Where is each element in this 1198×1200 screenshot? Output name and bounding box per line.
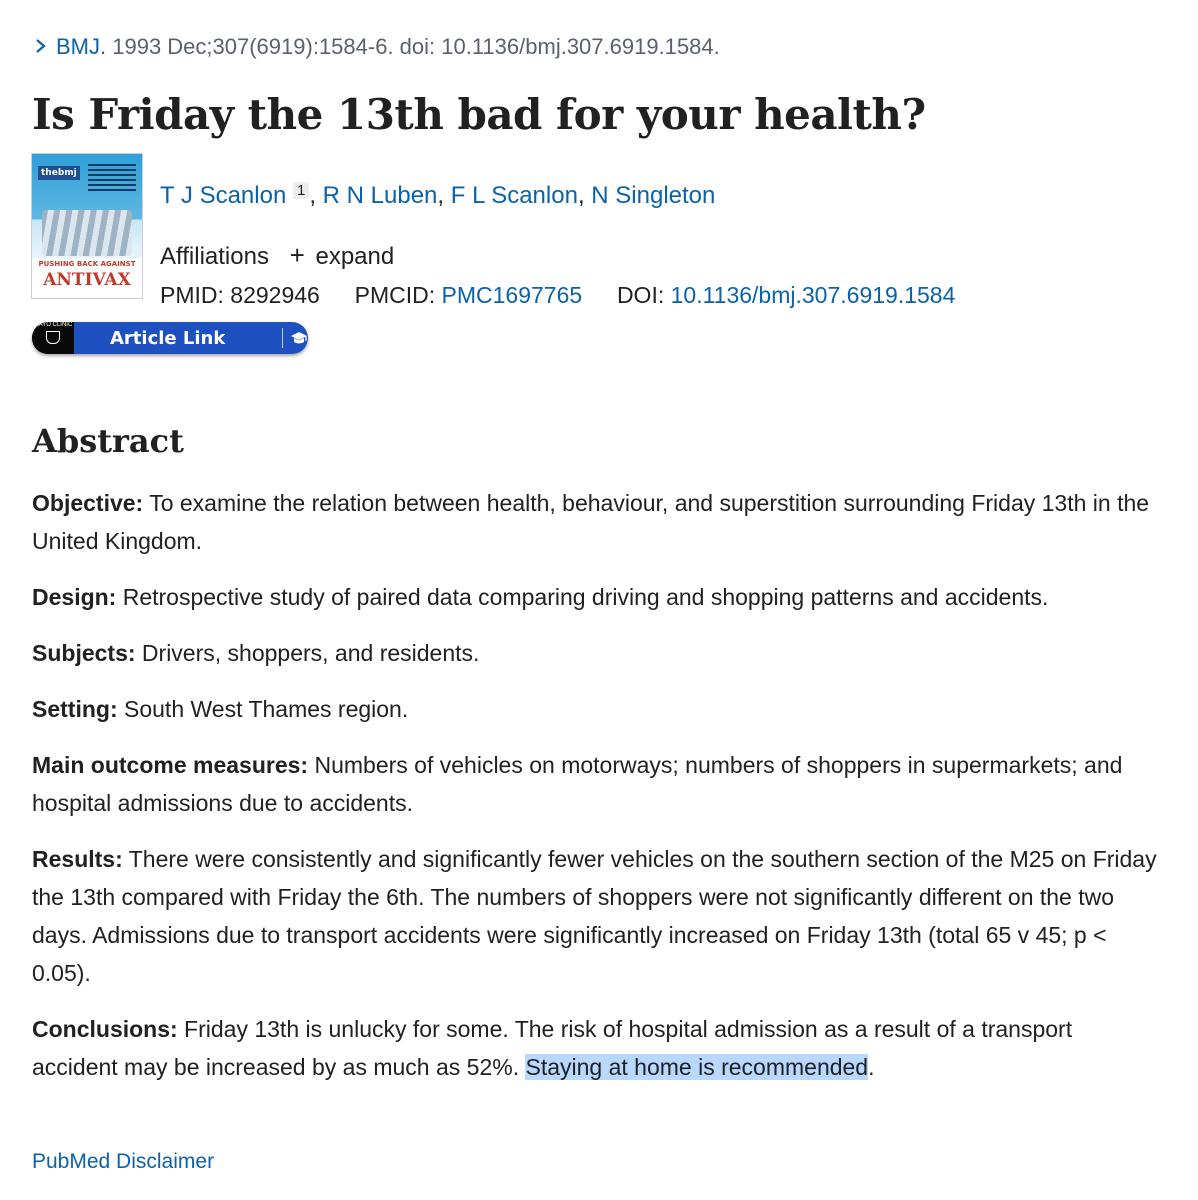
pmid-value: 8292946 [230, 282, 320, 308]
cover-headline-small: PUSHING BACK AGAINST [38, 260, 136, 268]
author-list: T J Scanlon $^1$ , R N Luben, F L Scanlon, N Singleton [160, 182, 716, 209]
doi-link[interactable]: 10.1136/bmj.307.6919.1584 [670, 282, 956, 308]
cover-headline-large: ANTIVAX [43, 270, 131, 290]
abstract-section-conclusions: Conclusions: Friday 13th is unlucky for some. The risk of hospital admission as a result of a transport accident may be increased by as much as 52%. Staying at home is recommended. [32, 1016, 1073, 1080]
pubmed-disclaimer-link[interactable]: PubMed Disclaimer [32, 1150, 215, 1173]
abstract-section-setting: Setting: South West Thames region. [32, 696, 409, 722]
abstract-section-design: Design: Retrospective study of paired data comparing driving and shopping patterns and accidents. [32, 584, 1049, 610]
article-link-button[interactable] [32, 322, 308, 354]
pmcid-label: PMCID: [354, 282, 436, 308]
selected-text-highlight[interactable]: Staying at home is recommended [525, 1054, 869, 1080]
citation-details: 1993 Dec;307(6919):1584-6. doi: 10.1136/bmj.307.6919.1584. [106, 34, 720, 59]
author-link[interactable]: N Singleton [591, 182, 716, 209]
journal-cover-image[interactable] [32, 154, 142, 298]
abstract-section-outcomes: Main outcome measures: Numbers of vehicles on motorways; numbers of shoppers in supermarkets; and hospital admissions due to accidents. [32, 752, 1123, 816]
pmid-label: PMID: [160, 282, 224, 308]
article-link-label: Article Link [110, 328, 226, 349]
author-link[interactable]: T J Scanlon [160, 182, 287, 209]
page-title: Is Friday the 13th bad for your health? [32, 90, 926, 139]
abstract-section-subjects: Subjects: Drivers, shoppers, and residents. [32, 640, 480, 666]
cover-illustration [42, 210, 132, 256]
abstract-body [32, 484, 1162, 1104]
chevron-right-icon[interactable] [34, 34, 56, 60]
citation-line [34, 34, 720, 60]
doi-label: DOI: [616, 282, 665, 308]
abstract-heading: Abstract [32, 422, 184, 460]
author-link[interactable]: R N Luben [322, 182, 438, 209]
abstract-section-results: Results: There were consistently and significantly fewer vehicles on the southern section of the M25 on Friday the 13th compared with Friday the 6th. The numbers of shoppers were not significantly different on the two days. Admissions due to transport accidents were significantly increased on Friday 13th (total 65 v 45; p < 0.05). [32, 846, 1157, 986]
mayo-logo-text: MAYO CLINIC [33, 322, 73, 328]
journal-link[interactable]: BMJ. [56, 34, 107, 59]
affiliations-toggle[interactable] [160, 240, 394, 271]
author-link[interactable]: F L Scanlon [450, 182, 578, 209]
expand-label[interactable]: expand [315, 243, 395, 270]
pmcid-link[interactable]: PMC1697765 [441, 282, 583, 308]
shield-icon [46, 331, 60, 344]
affiliation-number[interactable]: 1 [293, 182, 309, 199]
identifiers [160, 282, 955, 309]
plus-icon[interactable]: + [289, 240, 305, 270]
cover-text-lines [88, 164, 136, 194]
mayo-clinic-logo [32, 322, 74, 354]
abstract-section-objective: Objective: To examine the relation between health, behaviour, and superstition surrounding Friday 13th in the United Kingdom. [32, 490, 1150, 554]
cover-brand: thebmj [38, 166, 80, 180]
graduation-cap-icon[interactable] [290, 328, 308, 348]
affiliations-label: Affiliations [160, 243, 269, 270]
